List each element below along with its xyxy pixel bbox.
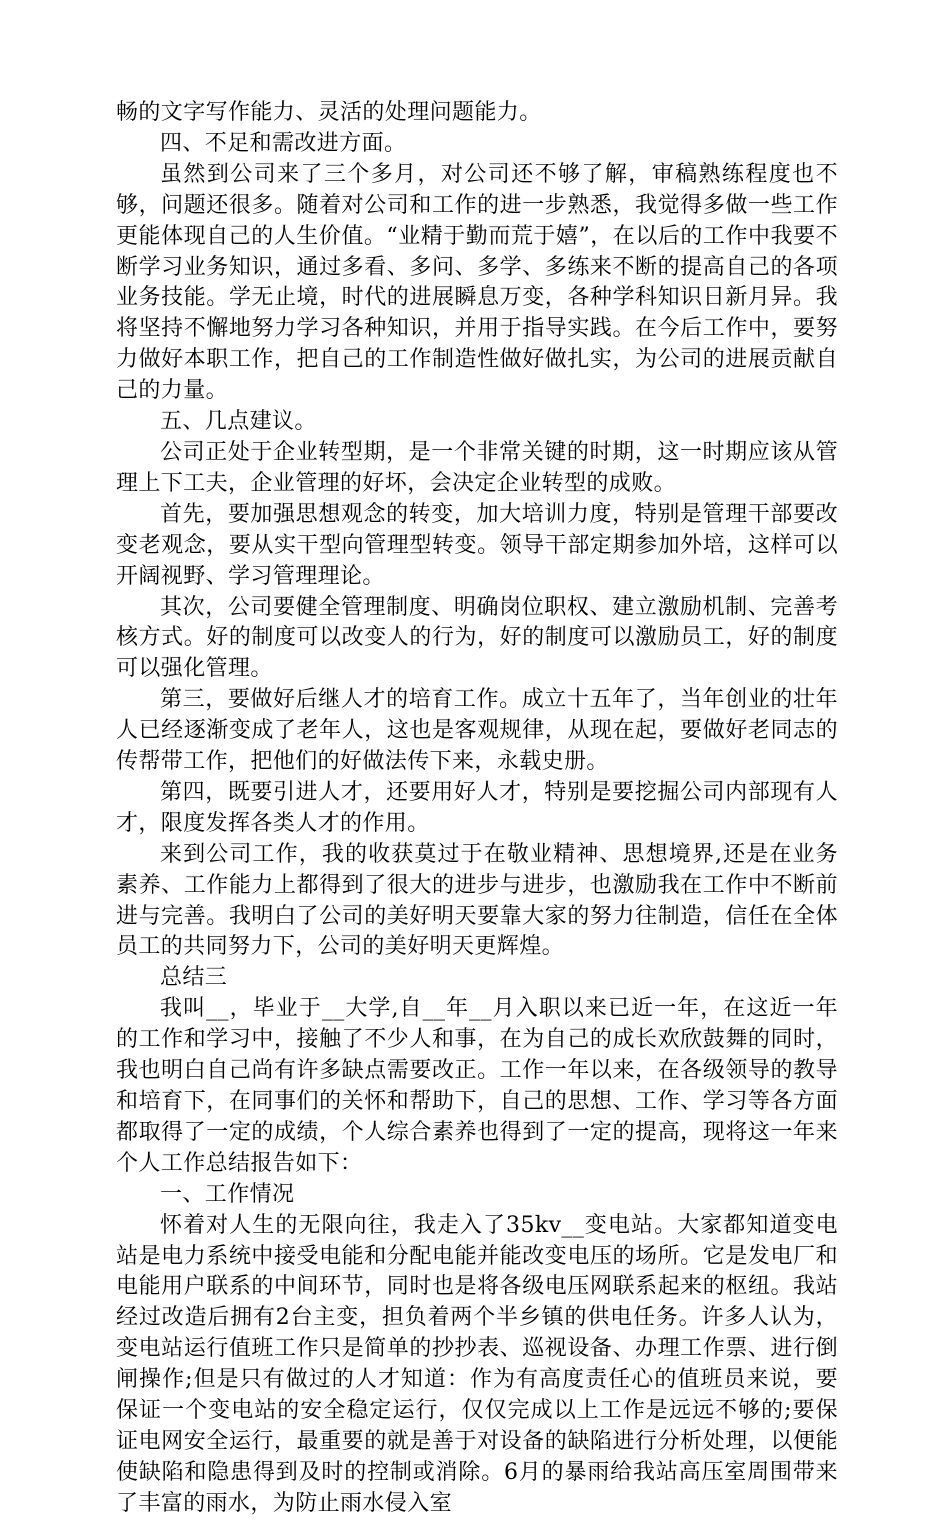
paragraph-shortcomings: 虽然到公司来了三个多月，对公司还不够了解，审稿熟练程度也不够，问题还很多。随着对公司和工作的进一步熟悉，我觉得多做一些工作更能体现自己的人生价值。“业精于勤而荒于嬉”，在以后的工作中我要不断学习业务知识，通过多看、多问、多学、多练来不断的提高自己的各项业务技能。学无止境，时代的进展瞬息万变，各种学科知识日新月异。我将坚持不懈地努力学习各种知识，并用于指导实践。在今后工作中，要努力做好本职工作，把自己的工作制造性做好做扎实，为公司的进展贡献自己的力量。 bbox=[116, 161, 838, 404]
paragraph-introduction: 我叫__，毕业于__大学,自__年__月入职以来已近一年，在这近一年的工作和学习中，接触了不少人和事，在为自己的成长欢欣鼓舞的同时，我也明白自己尚有许多缺点需要改正。工作一年以来，在各级领导的教导和培育下，在同事们的关怀和帮助下，自己的思想、工作、学习等各方面都取得了一定的成绩，个人综合素养也得到了一定的提高，现将这一年来个人工作总结报告如下： bbox=[116, 996, 838, 1176]
paragraph-fourth: 第四，既要引进人才，还要用好人才，特别是要挖掘公司内部现有人才，限度发挥各类人才的作用。 bbox=[116, 779, 838, 836]
paragraph-second: 其次，公司要健全管理制度、明确岗位职权、建立激励机制、完善考核方式。好的制度可以改变人的行为，好的制度可以激励员工，好的制度可以强化管理。 bbox=[116, 594, 838, 682]
paragraph-continuation: 畅的文字写作能力、灵活的处理问题能力。 bbox=[116, 100, 542, 125]
paragraph-gains: 来到公司工作，我的收获莫过于在敬业精神、思想境界,还是在业务素养、工作能力上都得到了很大的进步与进步，也激励我在工作中不断前进与完善。我明白了公司的美好明天要靠大家的努力往制造，信任在全体员工的共同努力下，公司的美好明天更辉煌。 bbox=[116, 841, 838, 960]
document-page bbox=[116, 98, 838, 1520]
paragraph-third: 第三，要做好后继人才的培育工作。成立十五年了，当年创业的壮年人已经逐渐变成了老年人，这也是客观规律，从现在起，要做好老同志的传帮带工作，把他们的好做法传下来，永载史册。 bbox=[116, 687, 838, 775]
paragraph-first: 首先，要加强思想观念的转变，加大培训力度，特别是管理干部要改变老观念，要从实干型向管理型转变。领导干部定期参加外培，这样可以开阔视野、学习管理理论。 bbox=[116, 501, 838, 589]
section-heading-suggestions: 五、几点建议。 bbox=[160, 409, 317, 435]
summary-three-heading: 总结三 bbox=[160, 965, 228, 991]
paragraph-transition-period: 公司正处于企业转型期，是一个非常关键的时期，这一时期应该从管理上下工夫，企业管理的好坏，会决定企业转型的成败。 bbox=[116, 439, 838, 496]
section-heading-work-status: 一、工作情况 bbox=[160, 1181, 295, 1207]
section-heading-shortcomings: 四、不足和需改进方面。 bbox=[160, 130, 407, 156]
paragraph-substation: 怀着对人生的无限向往，我走入了35kv__变电站。大家都知道变电站是电力系统中接受电能和分配电能并能改变电压的场所。它是发电厂和电能用户联系的中间环节，同时也是将各级电压网联系起来的枢纽。我站经过改造后拥有2台主变，担负着两个半乡镇的供电任务。许多人认为，变电站运行值班工作只是简单的抄抄表、巡视设备、办理工作票、进行倒闸操作;但是只有做过的人才知道：作为有高度责任心的值班员来说，要保证一个变电站的安全稳定运行，仅仅完成以上工作是远远不够的;要保证电网安全运行，最重要的就是善于对设备的缺陷进行分析处理，以便能使缺陷和隐患得到及时的控制或消除。6月的暴雨给我站高压室周围带来了丰富的雨水，为防止雨水侵入室 bbox=[116, 1212, 838, 1516]
